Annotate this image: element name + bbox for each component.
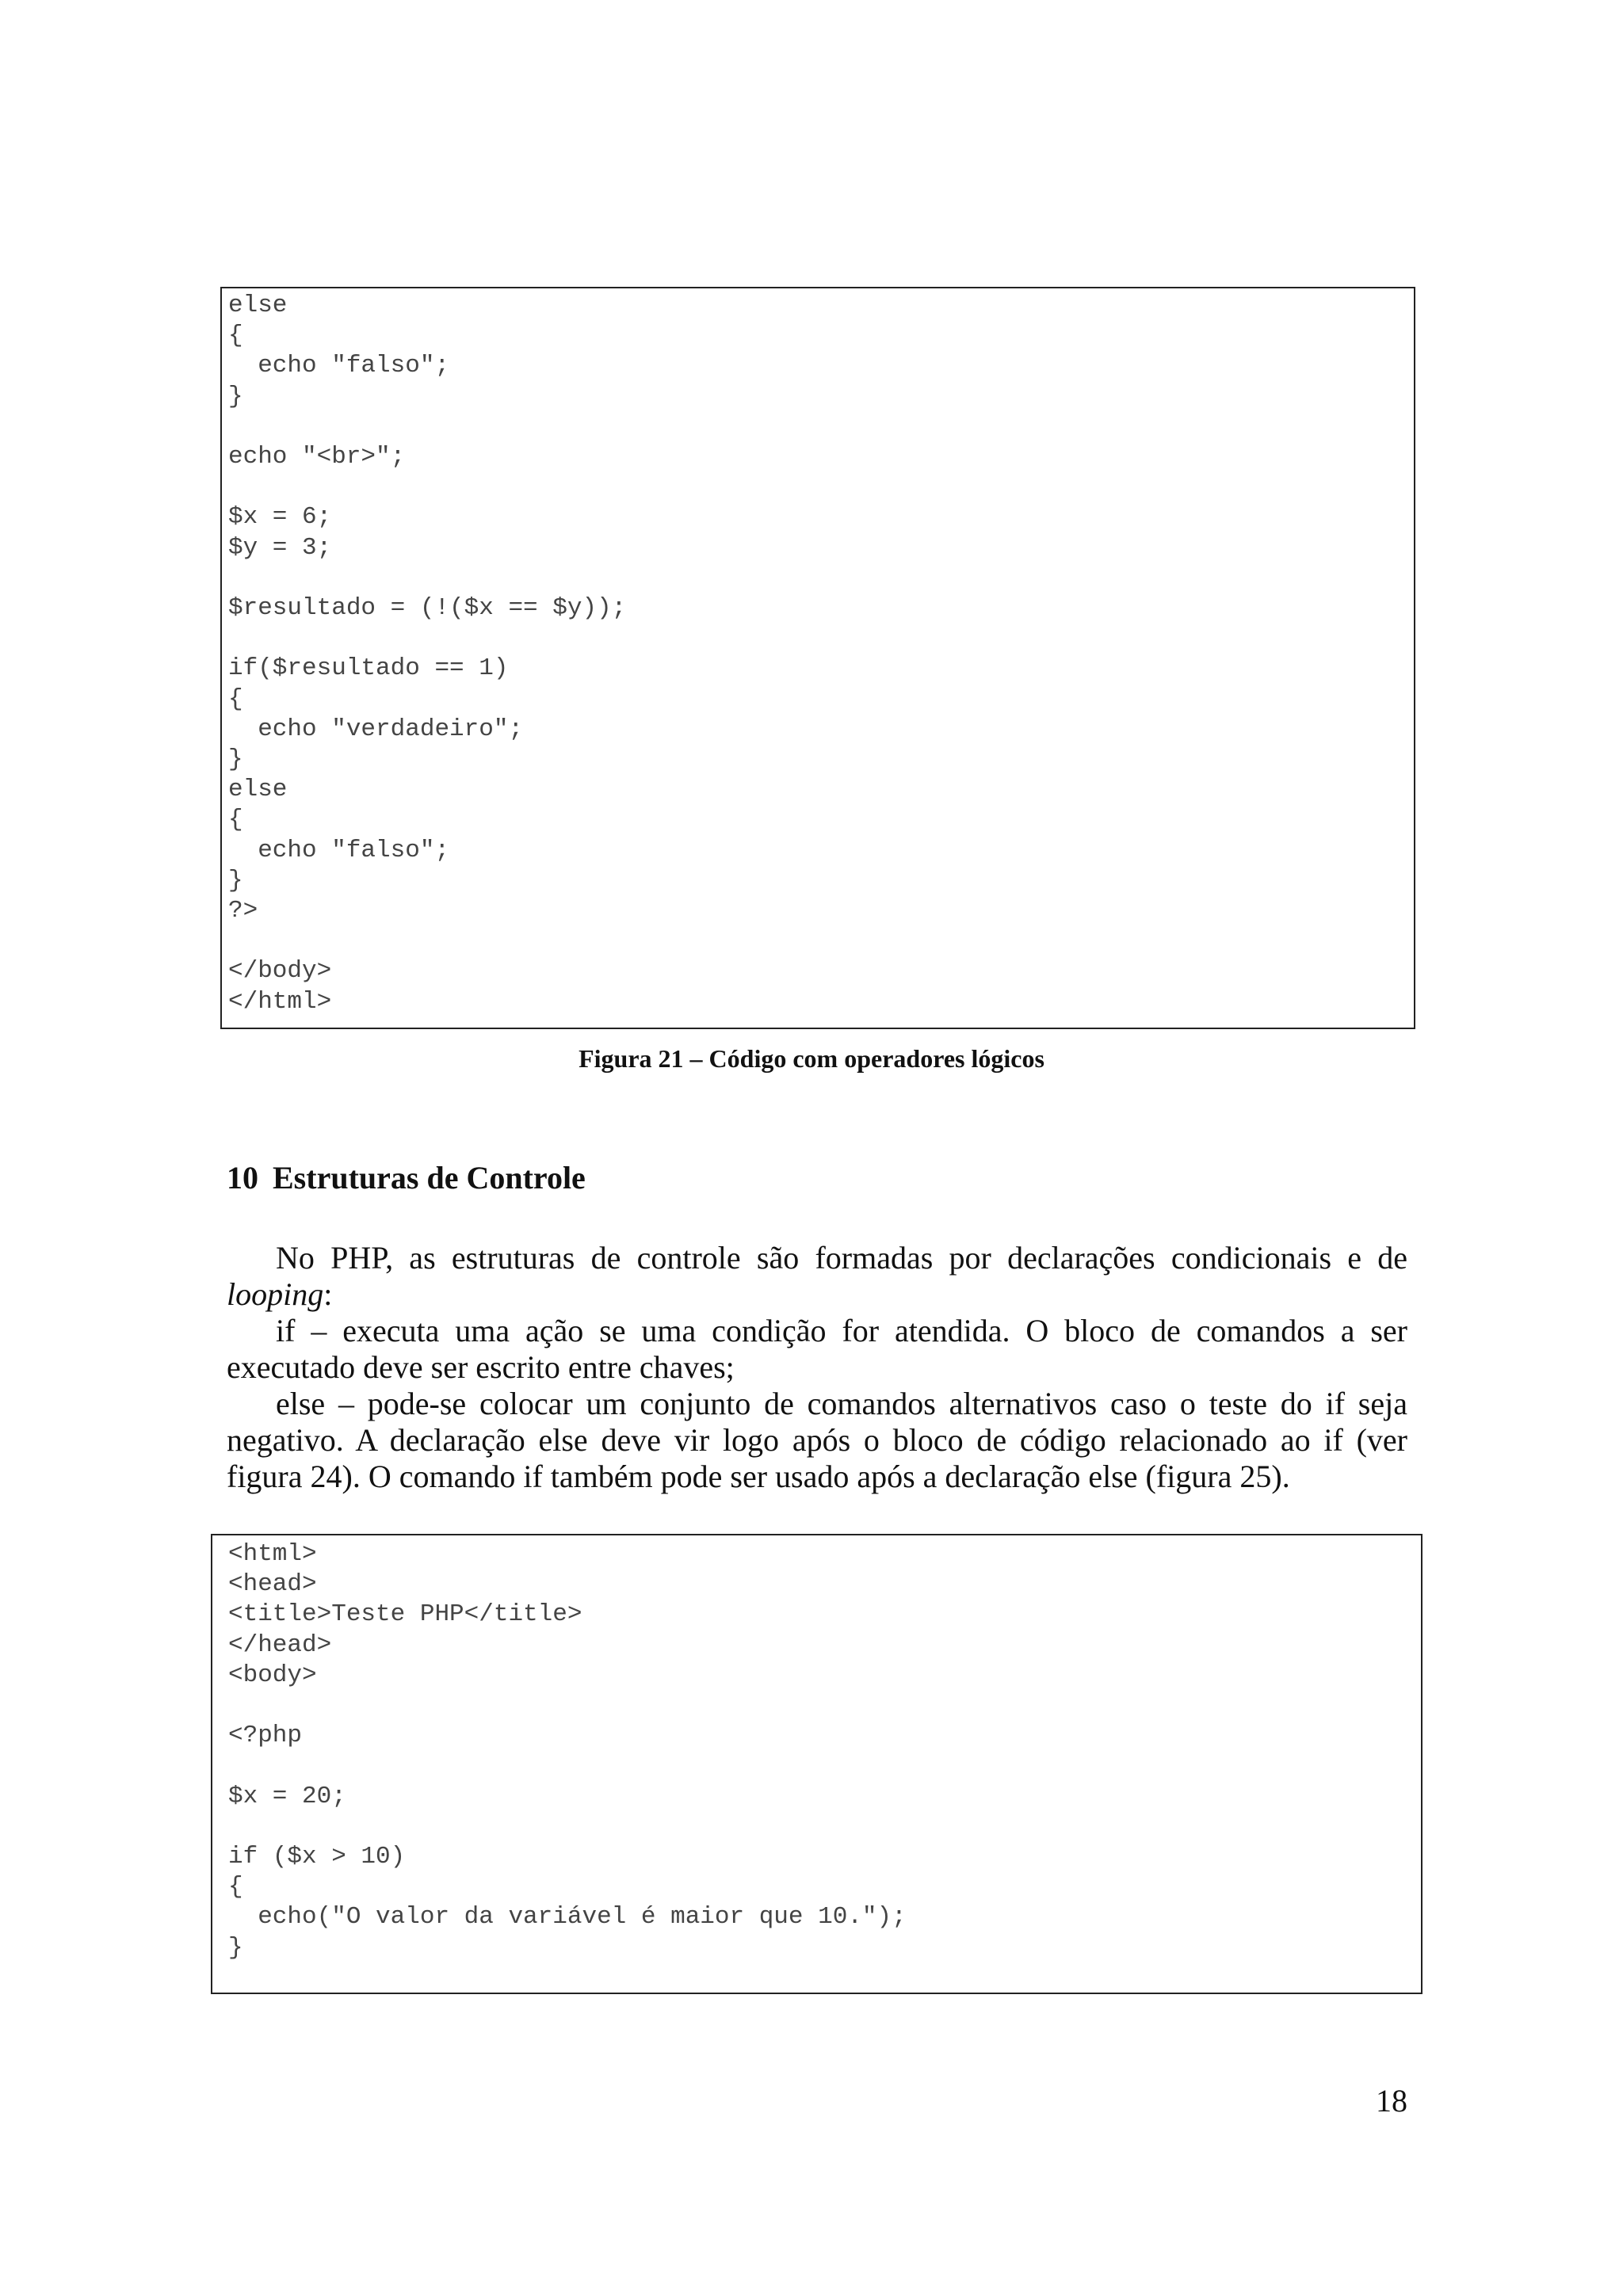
section-heading [227, 1159, 586, 1196]
paragraph-if: if – executa uma ação se uma condição for atendida. O bloco de comandos a ser executado deve ser escrito entre chaves; [227, 1313, 1407, 1385]
figure-caption: Figura 21 – Código com operadores lógicos [579, 1044, 1044, 1073]
page-number: 18 [1376, 2083, 1407, 2119]
code-text: <html> <head> <title>Teste PHP</title> </head> <body> <?php $x = 20; if ($x > 10) { echo("O valor da variável é maior que 10."); } [228, 1540, 907, 1962]
section-title: Estruturas de Controle [273, 1160, 586, 1196]
code-block-if-example [211, 1534, 1423, 1994]
looping-term: looping [227, 1276, 324, 1312]
section-number: 10 [227, 1160, 258, 1196]
section-body [227, 1240, 1407, 1495]
paragraph-intro-end: : [323, 1276, 333, 1312]
paragraph-intro [227, 1240, 1407, 1313]
code-block-logical-operators [220, 287, 1415, 1029]
paragraph-else: else – pode-se colocar um conjunto de comandos alternativos caso o teste do if seja negativo. A declaração else deve vir logo após o bloco de código relacionado ao if (ver figura 24). O comando if também pode ser usado após a declaração else (figura 25). [227, 1386, 1407, 1494]
code-text: else { echo "falso"; } echo "<br>"; $x = 6; $y = 3; $resultado = (!($x == $y)); if($resultado == 1) { echo "verdadeiro"; } else { echo "falso"; } ?> </body> </html> [228, 292, 627, 1016]
paragraph-intro-text: No PHP, as estruturas de controle são formadas por declarações condicionais e de [276, 1240, 1407, 1276]
